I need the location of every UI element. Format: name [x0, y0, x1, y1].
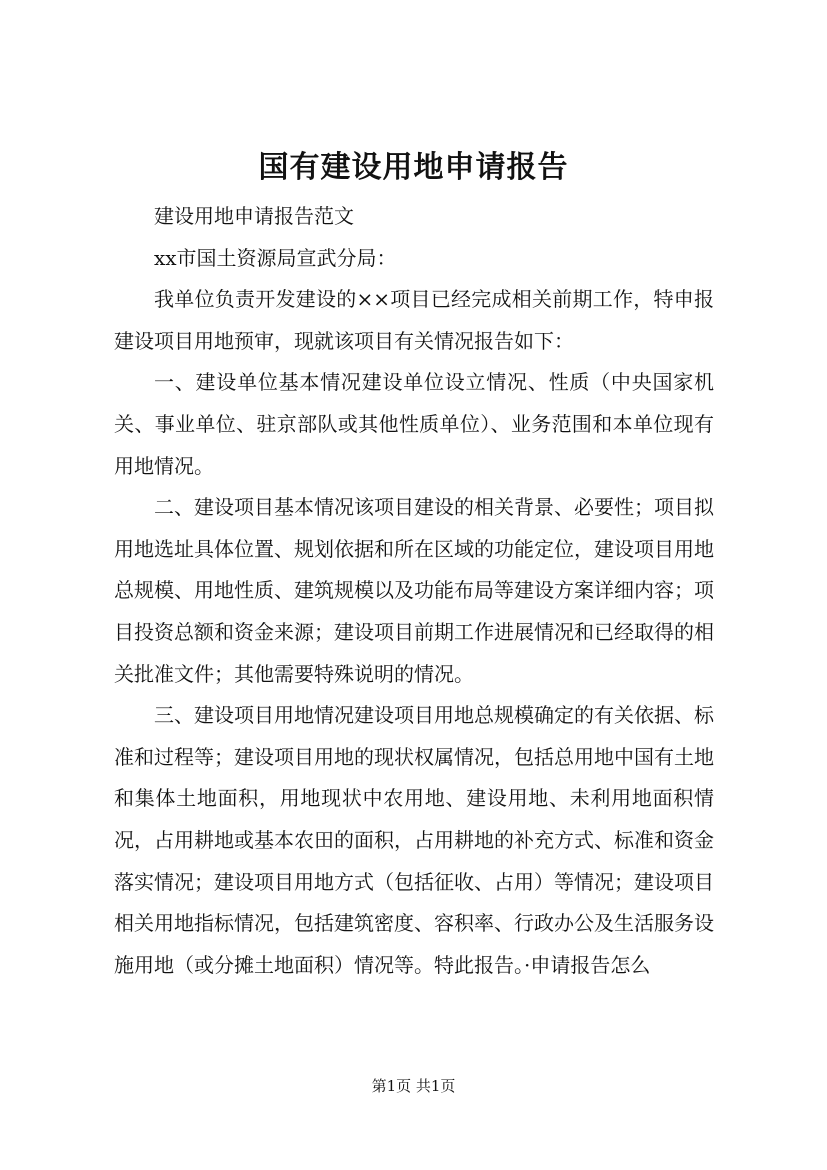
document-title: 国有建设用地申请报告 — [258, 150, 569, 185]
document-body — [114, 196, 714, 986]
paragraph-intro: 我单位负责开发建设的××项目已经完成相关前期工作，特申报建设项目用地预审，现就该项目有关情况报告如下： — [114, 287, 714, 353]
paragraph-section-2: 二、建设项目基本情况该项目建设的相关背景、必要性；项目拟用地选址具体位置、规划依据和所在区域的功能定位，建设项目用地总规模、用地性质、建筑规模以及功能布局等建设方案详细内容；项目投资总额和资金来源；建设项目前期工作进展情况和已经取得的相关批准文件；其他需要特殊说明的情况。 — [114, 495, 714, 686]
paragraph-subtitle: 建设用地申请报告范文 — [154, 204, 354, 228]
paragraph-section-3: 三、建设项目用地情况建设项目用地总规模确定的有关依据、标准和过程等；建设项目用地的现状权属情况，包括总用地中国有土地和集体土地面积，用地现状中农用地、建设用地、未利用地面积情况，占用耕地或基本农田的面积，占用耕地的补充方式、标准和资金落实情况；建设项目用地方式（包括征收、占用）等情况；建设项目相关用地指标情况，包括建筑密度、容积率、行政办公及生活服务设施用地（或分摊土地面积）情况等。特此报告。·申请报告怎么 — [114, 703, 714, 977]
page-footer: 第1页 共1页 — [371, 1077, 456, 1095]
paragraph-section-1: 一、建设单位基本情况建设单位设立情况、性质（中央国家机关、事业单位、驻京部队或其他性质单位）、业务范围和本单位现有用地情况。 — [114, 370, 714, 478]
paragraph-addressee: xx市国土资源局宣武分局： — [154, 245, 397, 270]
